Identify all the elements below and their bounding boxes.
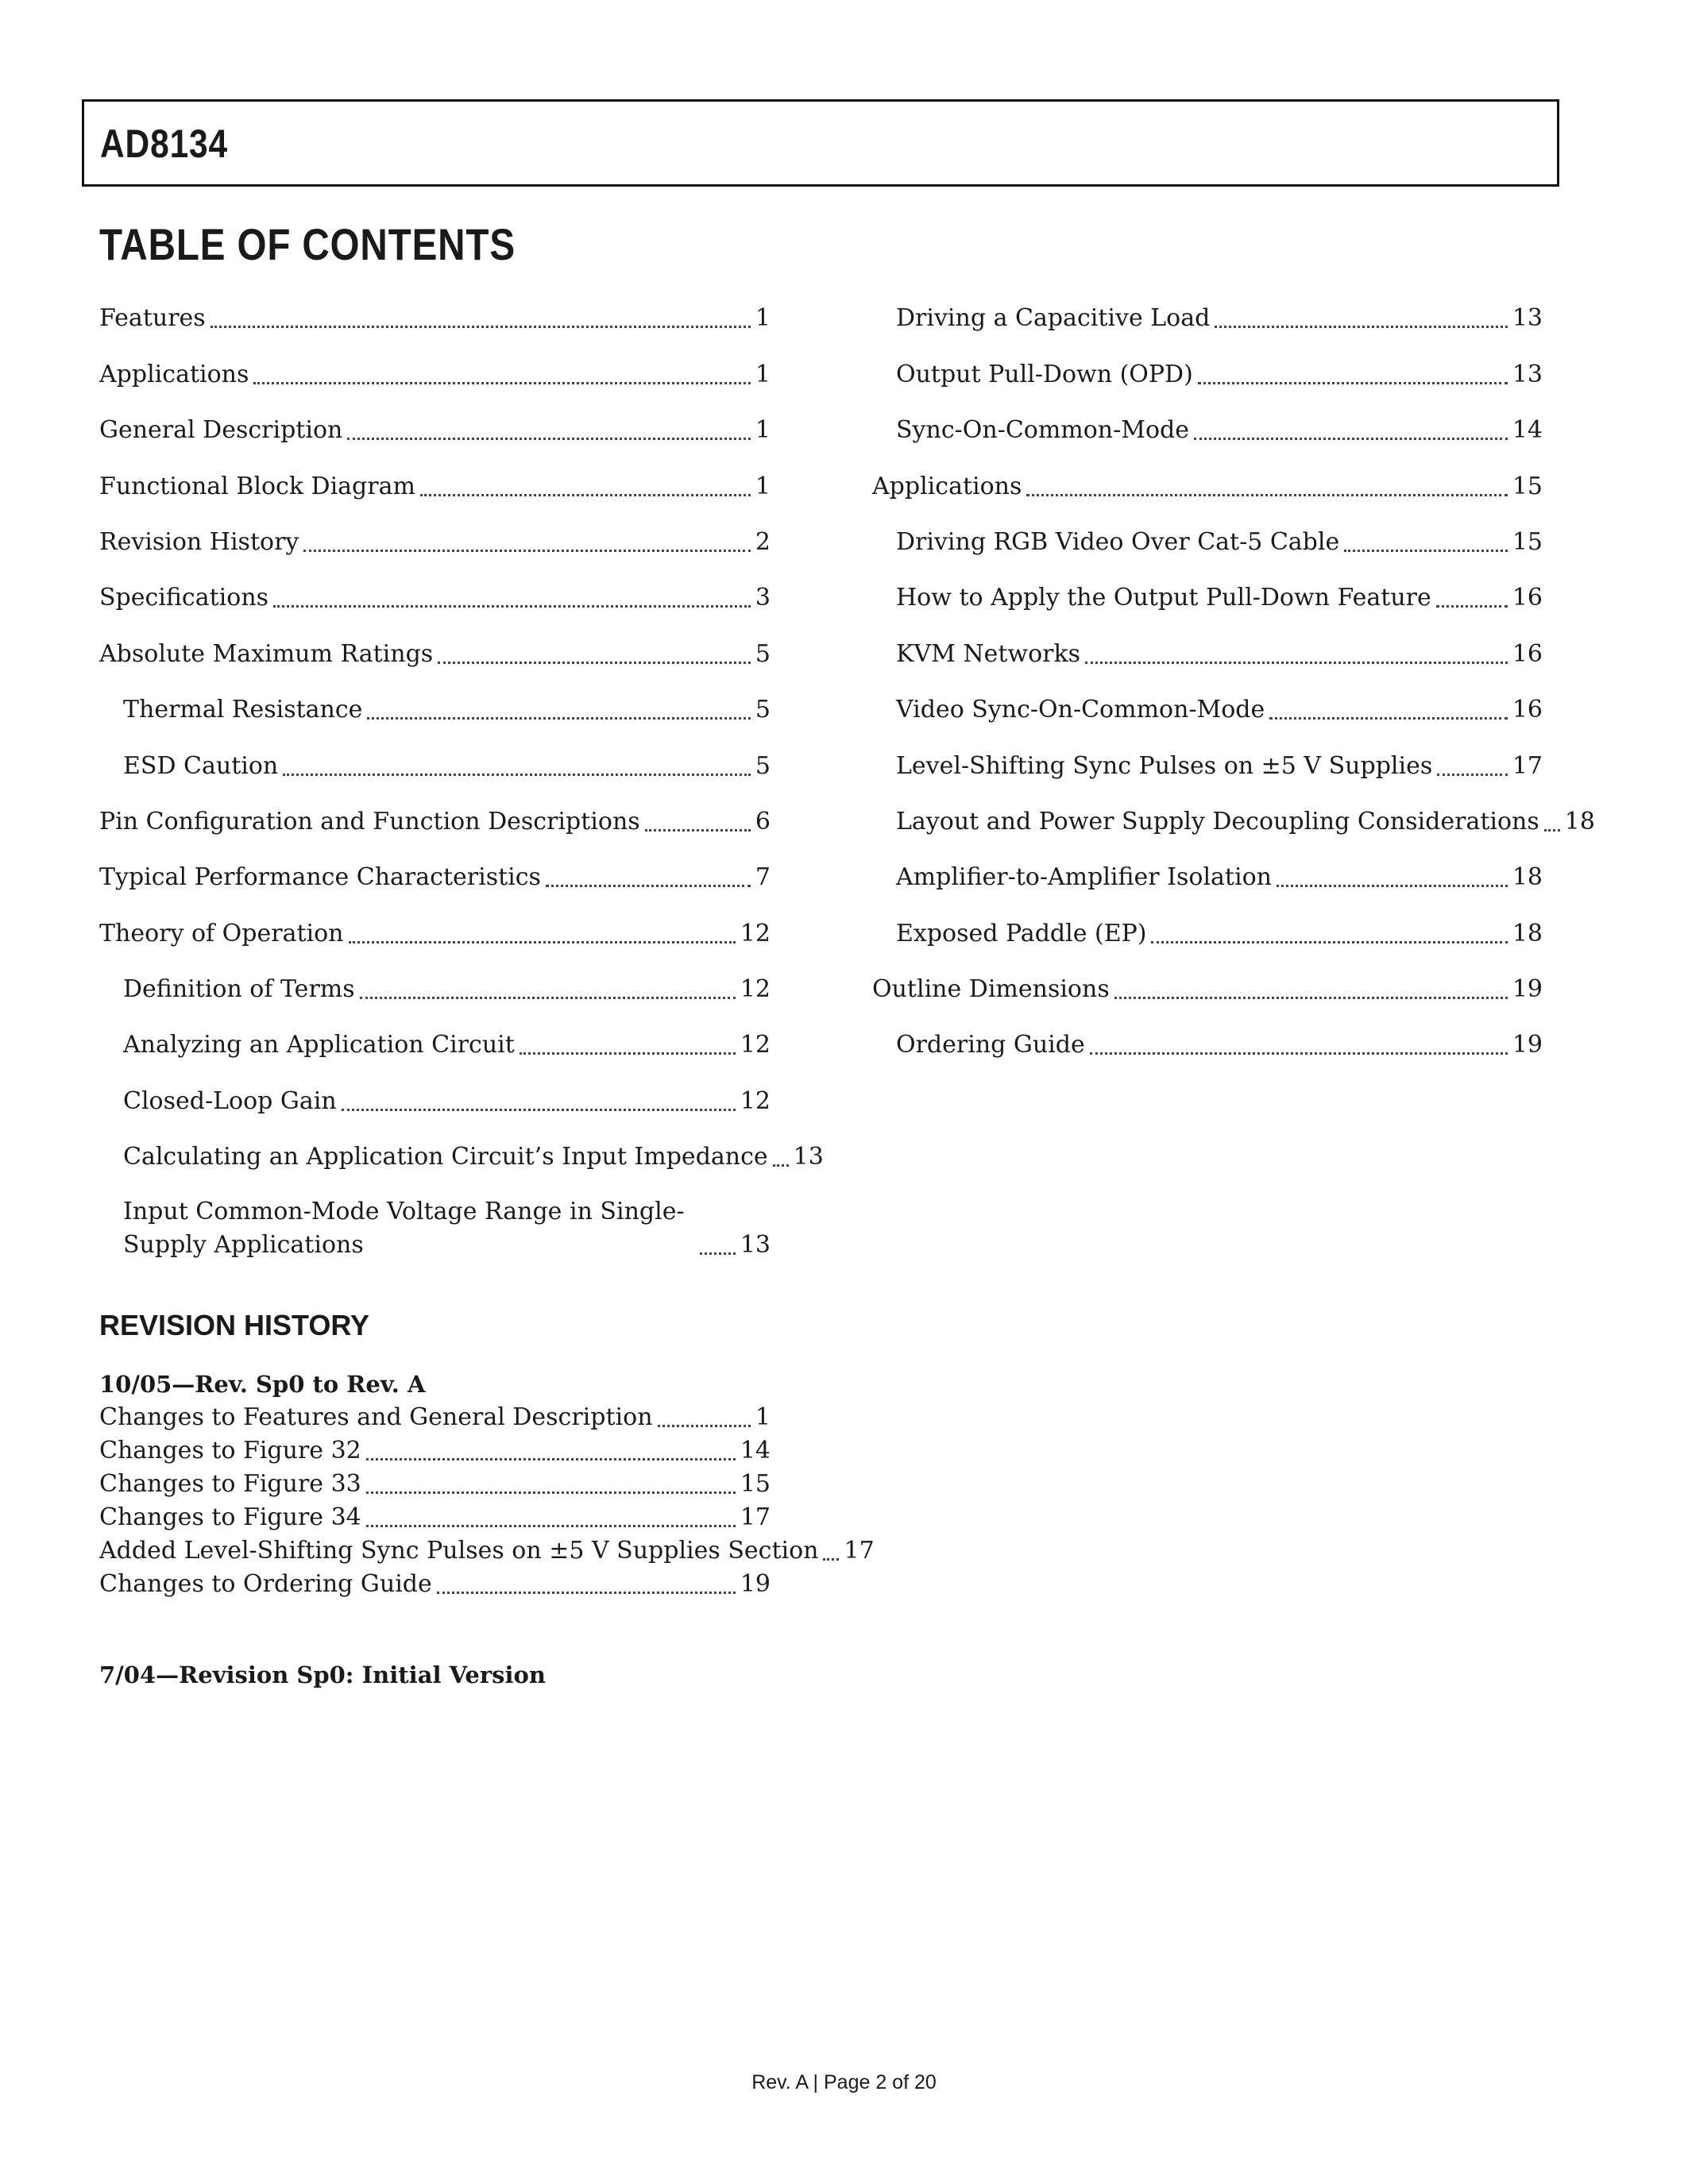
toc-subentry[interactable]: Definition of Terms 12	[123, 975, 771, 1004]
revision-entry: Added Level-Shifting Sync Pulses on ±5 V Supplies Section 17	[99, 1537, 875, 1565]
toc-entry[interactable]: Applications 1	[99, 360, 771, 388]
revision-entry: Changes to Figure 33 15	[99, 1470, 771, 1498]
header-box	[82, 99, 1559, 187]
toc-subentry[interactable]: Ordering Guide 19	[896, 1031, 1543, 1059]
toc-subentry[interactable]: Video Sync-On-Common-Mode 16	[896, 696, 1543, 724]
toc-subentry[interactable]: ESD Caution 5	[123, 751, 771, 780]
toc-entry[interactable]: General Description 1	[99, 416, 771, 445]
revision-entry: Changes to Ordering Guide 19	[99, 1570, 771, 1598]
toc-subentry[interactable]: Driving a Capacitive Load 13	[896, 304, 1543, 333]
toc-subentry[interactable]: Analyzing an Application Circuit 12	[123, 1031, 771, 1059]
toc-entry[interactable]: Applications 15	[872, 472, 1543, 500]
revision-a-subheading: 10/05—Rev. Sp0 to Rev. A	[99, 1371, 426, 1398]
revision-sp0-subheading: 7/04—Revision Sp0: Initial Version	[99, 1661, 546, 1688]
toc-subentry[interactable]: Level-Shifting Sync Pulses on ±5 V Supplies 17	[896, 751, 1543, 780]
revision-entry: Changes to Features and General Description 1	[99, 1403, 771, 1431]
revision-a-block	[99, 1368, 875, 1601]
toc-entry[interactable]: Revision History 2	[99, 527, 771, 556]
toc-subentry[interactable]: Sync-On-Common-Mode 14	[896, 416, 1543, 445]
toc-entry[interactable]: Typical Performance Characteristics 7	[99, 863, 771, 892]
revision-entry: Changes to Figure 32 14	[99, 1437, 771, 1464]
toc-entry[interactable]: Theory of Operation 12	[99, 919, 771, 947]
toc-subentry[interactable]: Driving RGB Video Over Cat-5 Cable 15	[896, 527, 1543, 556]
toc-subentry[interactable]: Exposed Paddle (EP) 18	[896, 919, 1543, 947]
toc-title: TABLE OF CONTENTS	[99, 219, 516, 269]
toc-entry[interactable]: Functional Block Diagram 1	[99, 472, 771, 500]
toc-entry[interactable]: Features 1	[99, 304, 771, 333]
part-number: AD8134	[100, 122, 229, 166]
toc-right-column	[872, 280, 1595, 1062]
toc-entry[interactable]: Absolute Maximum Ratings 5	[99, 639, 771, 668]
toc-subentry[interactable]: How to Apply the Output Pull-Down Feature 16	[896, 584, 1543, 612]
toc-subentry[interactable]: Thermal Resistance 5	[123, 696, 771, 724]
toc-subentry[interactable]: Input Common-Mode Voltage Range in Single-Supply Applications 13	[123, 1198, 771, 1260]
toc-subentry[interactable]: Output Pull-Down (OPD) 13	[896, 360, 1543, 388]
toc-subentry[interactable]: Calculating an Application Circuit’s Input Impedance 13	[123, 1143, 824, 1171]
toc-entry[interactable]: Pin Configuration and Function Descriptions 6	[99, 807, 771, 835]
toc-entry[interactable]: Outline Dimensions 19	[872, 975, 1543, 1004]
toc-subentry[interactable]: Amplifier-to-Amplifier Isolation 18	[896, 863, 1543, 892]
revision-sp0-block	[99, 1658, 771, 1692]
page-footer: Rev. A | Page 2 of 20	[751, 2071, 937, 2093]
toc-subentry[interactable]: KVM Networks 16	[896, 639, 1543, 668]
revision-history-heading: REVISION HISTORY	[99, 1309, 370, 1341]
toc-subentry[interactable]: Layout and Power Supply Decoupling Considerations 18	[896, 807, 1595, 835]
toc-left-column	[99, 280, 824, 1262]
toc-entry[interactable]: Specifications 3	[99, 584, 771, 612]
revision-entry: Changes to Figure 34 17	[99, 1503, 771, 1531]
toc-subentry[interactable]: Closed-Loop Gain 12	[123, 1086, 771, 1115]
